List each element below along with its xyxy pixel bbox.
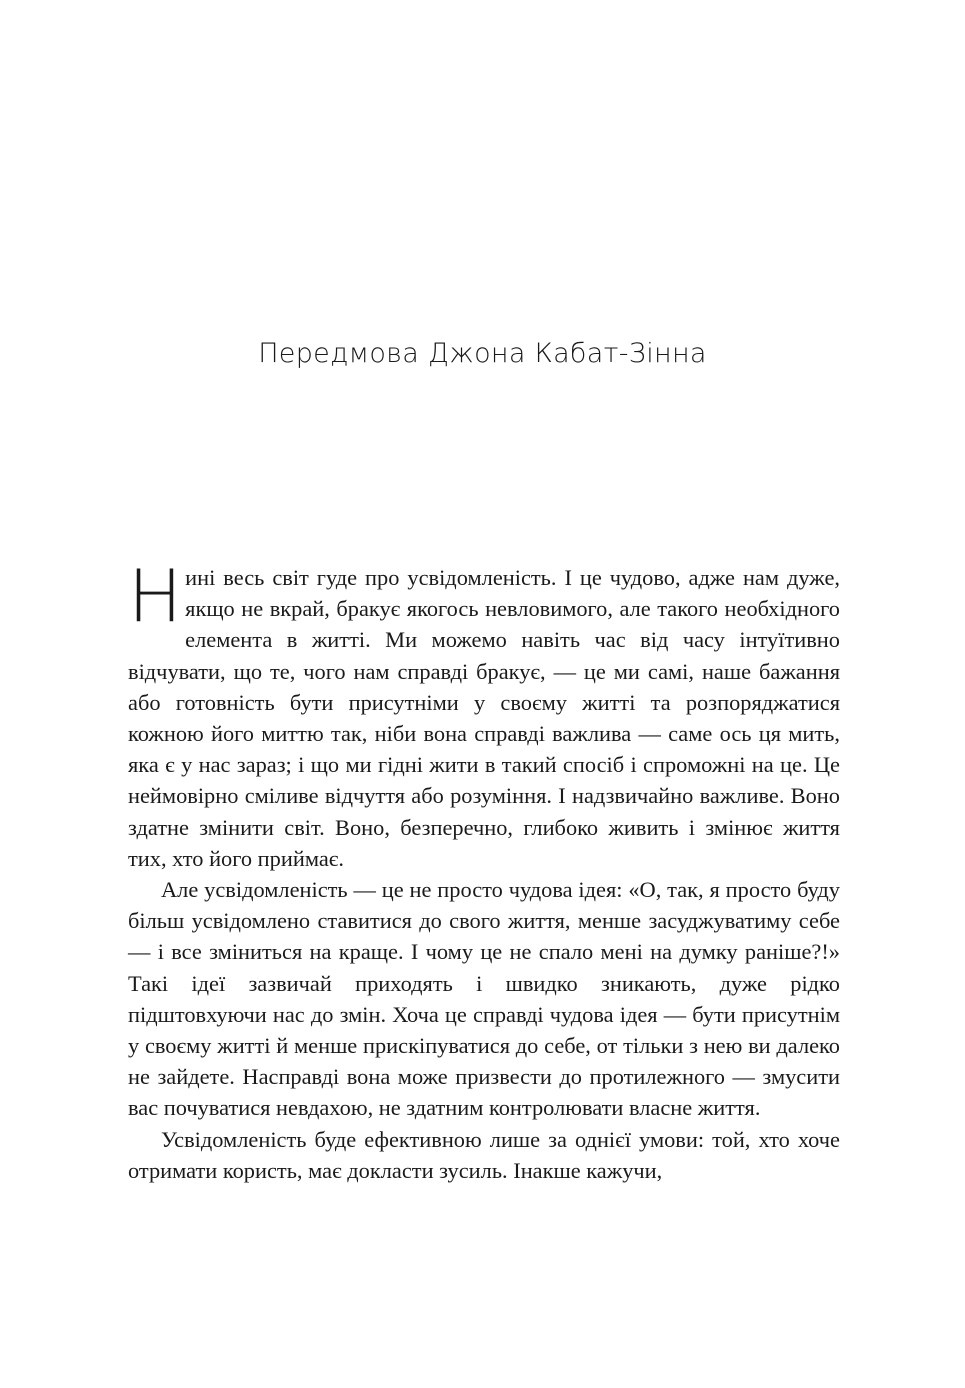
- paragraph-2: Але усвідомленість — це не просто чудова ідея: «О, так, я просто буду більш усвідомлено ставитися до свого життя, менше засуджуватиму себе — і все зміниться на краще. І чому це не спало мені на думку раніше?!» Такі ідеї зазвичай приходять і швидко зникають, дуже рідко підштовхуючи нас до змін. Хоча це справді чудова ідея — бути присутнім у своєму житті й менше прискіпуватися до себе, от тільки з нею ви далеко не зайдете. Насправді вона може призвести до протилежного — змусити вас почуватися невдахою, не здатним контролювати власне життя.: [128, 877, 840, 1121]
- drop-cap: Н: [128, 554, 183, 638]
- paragraph-1: [128, 554, 840, 874]
- paragraph-3: Усвідомленість буде ефективною лише за однієї умови: той, хто хоче отримати користь, має докласти зусиль. Інакше кажучи,: [128, 1126, 840, 1183]
- paragraph-1-text: ині весь світ гуде про усвідомленість. І це чудово, адже нам дуже, якщо не вкрай, бракує якогось невловимого, але такого необхідного елемента в житті. Ми можемо навіть час від часу інтуїтивно відчувати, що те, чого нам справді бракує, — це ми самі, наше бажання або готовність бути присутніми у своєму житті та розпоряджатися кожною його миттю так, ніби вона справді важлива — саме ось ця мить, яка є у нас зараз; і що ми гідні жити в такий спосіб і спроможні на це. Це неймовірно сміливе відчуття або розуміння. І надзвичайно важливе. Воно здатне змінити світ. Воно, безперечно, глибоко живить і змінює життя тих, хто його приймає.: [128, 565, 840, 871]
- body-text: [128, 554, 840, 1186]
- chapter-title: Передмова Джона Кабат-Зінна: [258, 338, 707, 369]
